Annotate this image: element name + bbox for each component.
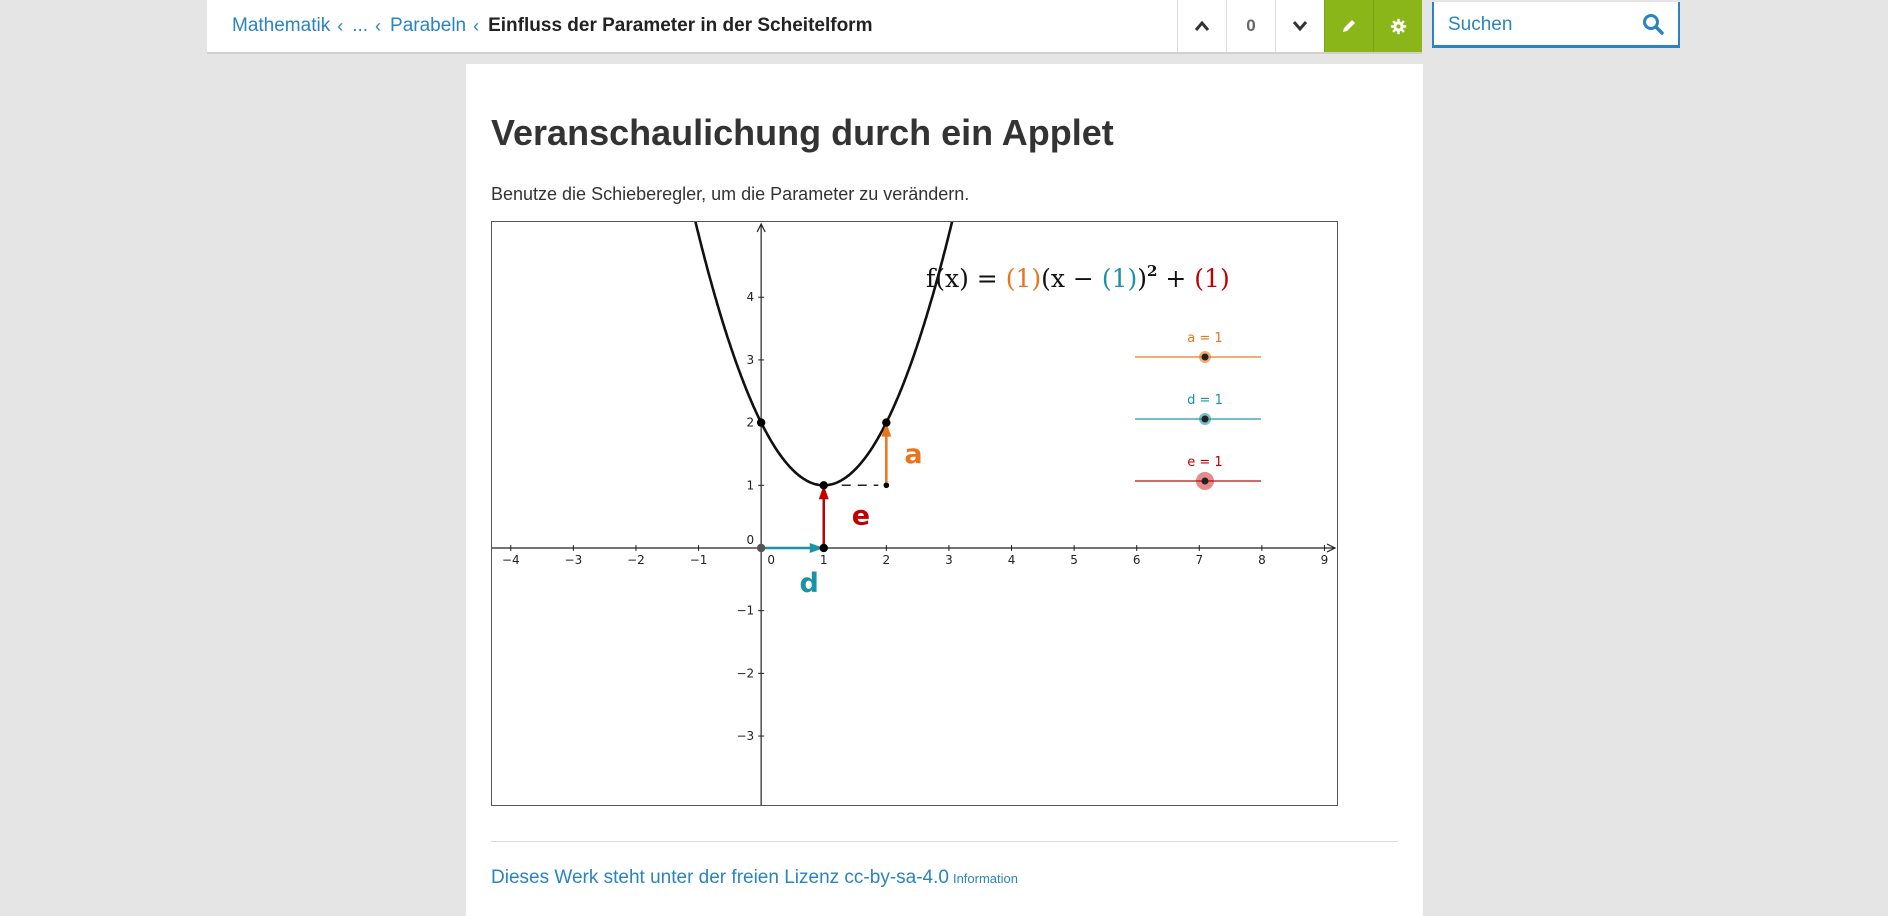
settings-button[interactable] (1373, 0, 1422, 52)
x-tick-label: 3 (945, 552, 953, 567)
x-tick-label: −2 (627, 552, 645, 567)
chevron-up-icon (1194, 20, 1210, 32)
x-tick-label: 7 (1195, 552, 1204, 567)
a-label: a (904, 438, 923, 470)
chevron-down-icon (1292, 20, 1308, 32)
license-link[interactable]: Dieses Werk steht unter der freien Lizenz cc-by-sa-4.0 (491, 867, 949, 888)
y-tick-label: 3 (746, 352, 755, 367)
search-icon[interactable] (1642, 13, 1664, 35)
slider-label: a = 1 (1187, 331, 1223, 346)
search-input[interactable] (1446, 10, 1640, 40)
chevron-left-icon: ‹ (337, 15, 344, 36)
y-tick-label: 4 (746, 290, 755, 305)
top-bar (207, 0, 1422, 54)
slider-label: e = 1 (1187, 455, 1223, 470)
breadcrumb-item-mathematik[interactable]: Mathematik (232, 15, 331, 36)
y-tick-label: 2 (746, 415, 755, 430)
x-tick-label: 8 (1258, 552, 1266, 567)
slider-knob[interactable] (1202, 478, 1209, 485)
formula-a: (1) (1005, 264, 1042, 293)
gear-icon (1390, 18, 1407, 35)
y-tick-label: 1 (746, 478, 755, 493)
parabola-plot[interactable] (492, 222, 1337, 805)
license-line (491, 867, 1018, 889)
slider-label: d = 1 (1187, 393, 1223, 408)
formula-mid: (x − (1041, 264, 1102, 293)
chevron-left-icon: ‹ (375, 15, 382, 36)
formula-e: (1) (1194, 264, 1230, 293)
formula-close: ) (1137, 264, 1148, 293)
pencil-icon (1341, 18, 1357, 34)
chevron-left-icon: ‹ (473, 15, 480, 36)
x-tick-label: −3 (564, 552, 583, 567)
x-tick-label: 6 (1132, 552, 1141, 567)
content-card (466, 64, 1423, 916)
formula-lhs: f(x) = (926, 264, 1006, 293)
x-tick-label: 0 (767, 552, 775, 567)
e-label: e (851, 500, 871, 532)
geogebra-applet[interactable] (491, 221, 1338, 806)
upvote-button[interactable] (1177, 0, 1226, 52)
x-tick-label: −1 (689, 552, 708, 567)
toolbar (1177, 0, 1422, 52)
page-title: Veranschaulichung durch ein Applet (491, 112, 1114, 153)
breadcrumb-item-ellipsis[interactable]: ... (352, 15, 369, 36)
y-tick-label: −2 (736, 666, 755, 681)
y-tick-label: −1 (736, 603, 755, 618)
graph-point (882, 418, 890, 426)
x-tick-label: 9 (1320, 552, 1329, 567)
breadcrumb-item-parabeln[interactable]: Parabeln (390, 15, 467, 36)
graph-point (757, 418, 765, 426)
parabola-curve (681, 222, 967, 485)
y-tick-label: −3 (736, 729, 755, 744)
graph-point (820, 481, 828, 489)
slider-knob[interactable] (1202, 354, 1209, 361)
origin-label: 0 (746, 532, 755, 547)
search-box (1432, 2, 1680, 48)
formula-exponent: 2 (1147, 262, 1158, 280)
edit-button[interactable] (1324, 0, 1373, 52)
x-tick-label: −4 (501, 552, 520, 567)
x-tick-label: 2 (882, 552, 891, 567)
x-tick-label: 4 (1007, 552, 1016, 567)
graph-point (757, 544, 765, 552)
breadcrumb (232, 0, 872, 52)
graph-point (884, 482, 890, 488)
formula-plus: + (1157, 264, 1195, 293)
intro-text: Benutze die Schieberegler, um die Parameter zu verändern. (491, 184, 970, 204)
downvote-button[interactable] (1275, 0, 1324, 52)
graph-point (820, 544, 828, 552)
formula (926, 262, 1230, 293)
formula-d: (1) (1101, 264, 1138, 293)
vote-count: 0 (1226, 0, 1275, 52)
slider-knob[interactable] (1202, 416, 1209, 423)
x-tick-label: 1 (819, 552, 828, 567)
x-tick-label: 5 (1070, 552, 1078, 567)
breadcrumb-current: Einfluss der Parameter in der Scheitelform (488, 15, 873, 36)
divider (491, 841, 1398, 842)
license-info-link[interactable]: Information (952, 871, 1018, 886)
d-label: d (799, 567, 819, 599)
